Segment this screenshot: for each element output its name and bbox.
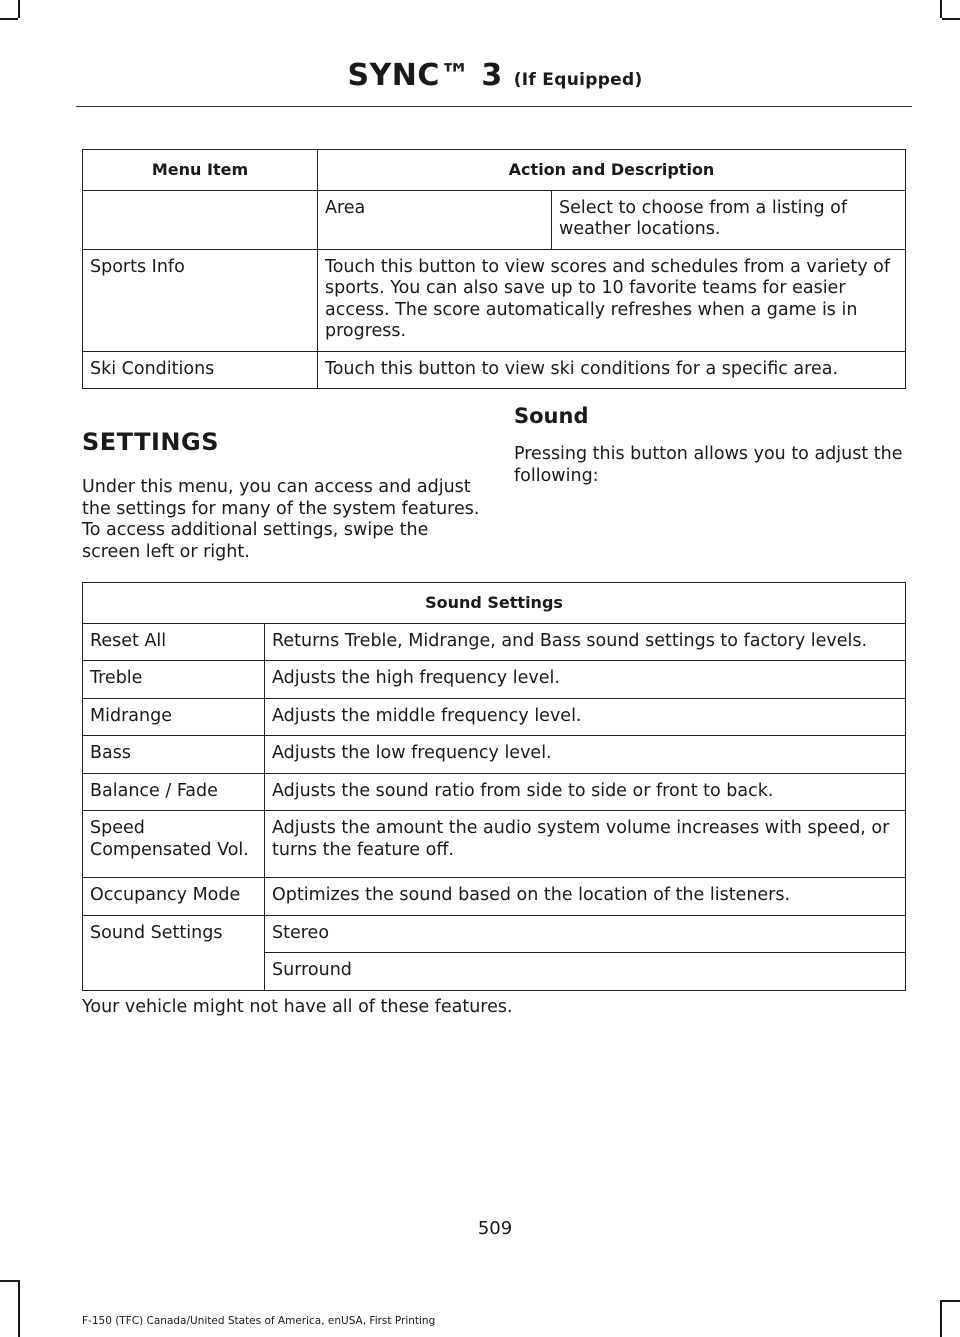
sound-settings-table <box>82 582 906 991</box>
menu-item-cell: Sports Info <box>83 249 318 351</box>
menu-item-cell: Ski Conditions <box>83 351 318 389</box>
header-divider <box>76 106 912 107</box>
crop-mark <box>0 1280 18 1282</box>
crop-mark <box>0 18 18 20</box>
menu-item-cell <box>83 190 318 249</box>
crop-mark <box>940 1300 942 1337</box>
table-row <box>83 249 906 351</box>
setting-name: Speed Compensated Vol. <box>83 811 265 878</box>
page-footer: F-150 (TFC) Canada/United States of America, enUSA, First Printing <box>82 1315 436 1327</box>
features-note: Your vehicle might not have all of these features. <box>82 997 513 1017</box>
header-title: SYNC™ 3 <box>347 58 503 93</box>
table-title: Sound Settings <box>83 583 906 624</box>
description-cell: Touch this button to view scores and schedules from a variety of sports. You can also save up to 10 favorite teams for easier access. The score automatically refreshes when a game is in progress. <box>318 249 906 351</box>
header-subtitle: (If Equipped) <box>513 70 643 90</box>
setting-description: Stereo <box>265 915 906 953</box>
page-header <box>0 58 960 93</box>
setting-name: Bass <box>83 736 265 774</box>
table-row <box>83 190 906 249</box>
table-row <box>83 698 906 736</box>
column-header: Menu Item <box>83 150 318 191</box>
setting-description: Returns Treble, Midrange, and Bass sound settings to factory levels. <box>265 623 906 661</box>
setting-name: Treble <box>83 661 265 699</box>
sound-heading: Sound <box>514 404 589 428</box>
setting-name: Reset All <box>83 623 265 661</box>
submenu-item-cell: Area <box>318 190 552 249</box>
settings-heading: SETTINGS <box>82 428 219 456</box>
description-cell: Select to choose from a listing of weather locations. <box>552 190 906 249</box>
table-row <box>83 351 906 389</box>
table-row <box>83 661 906 699</box>
description-cell: Touch this button to view ski conditions for a specific area. <box>318 351 906 389</box>
settings-body: Under this menu, you can access and adjust the settings for many of the system features. To access additional settings, swipe the screen left or right. <box>82 477 480 562</box>
setting-description: Adjusts the low frequency level. <box>265 736 906 774</box>
setting-name: Occupancy Mode <box>83 878 265 916</box>
crop-mark <box>940 0 942 18</box>
table-header-row <box>83 150 906 191</box>
setting-description: Optimizes the sound based on the location of the listeners. <box>265 878 906 916</box>
table-title-row <box>83 583 906 624</box>
setting-description: Surround <box>265 953 906 991</box>
menu-items-table <box>82 149 906 389</box>
page-number: 509 <box>477 1218 513 1239</box>
setting-name: Balance / Fade <box>83 773 265 811</box>
sound-body: Pressing this button allows you to adjust the following: <box>514 444 903 486</box>
table-row <box>83 736 906 774</box>
crop-mark <box>942 18 960 20</box>
setting-name: Midrange <box>83 698 265 736</box>
crop-mark <box>18 0 20 18</box>
setting-description: Adjusts the sound ratio from side to side or front to back. <box>265 773 906 811</box>
crop-mark <box>942 1300 960 1302</box>
column-header: Action and Description <box>318 150 906 191</box>
setting-description: Adjusts the high frequency level. <box>265 661 906 699</box>
setting-description: Adjusts the middle frequency level. <box>265 698 906 736</box>
table-row <box>83 811 906 878</box>
table-row <box>83 623 906 661</box>
table-row <box>83 915 906 953</box>
table-row <box>83 878 906 916</box>
crop-mark <box>18 1280 20 1337</box>
table-row <box>83 773 906 811</box>
setting-description: Adjusts the amount the audio system volume increases with speed, or turns the feature off. <box>265 811 906 878</box>
setting-name: Sound Settings <box>83 915 265 990</box>
